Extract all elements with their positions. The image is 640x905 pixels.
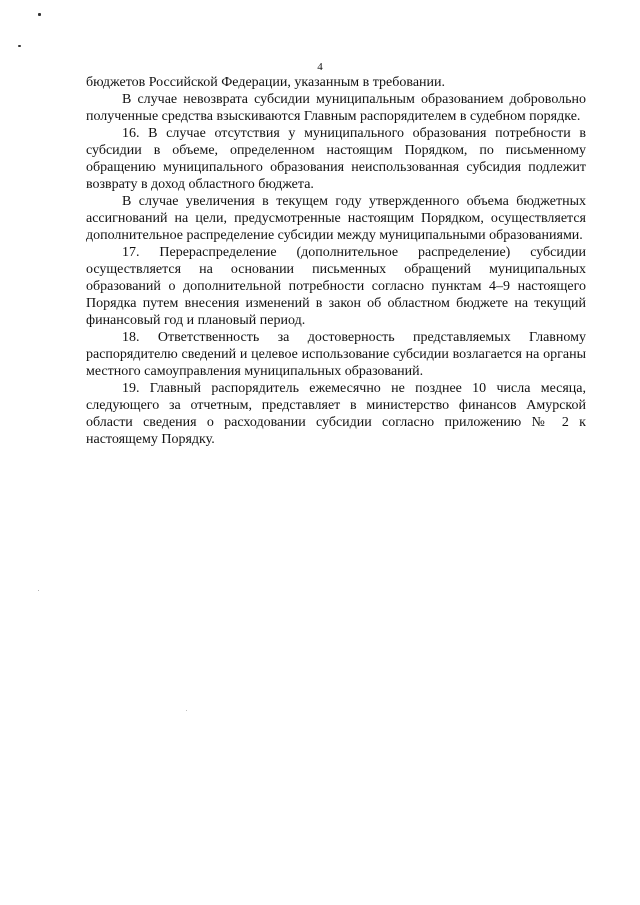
paragraph-18: 18. Ответственность за достоверность представляемых Главному распорядителю сведений и целевое использование субсидии возлагается на органы местного самоуправления муниципальных образований. [86,330,586,379]
paragraph-17: 17. Перераспределение (дополнительное распределение) субсидии осуществляется на основании письменных обращений муниципальных образований о дополнительной потребности согласно пунктам 4–9 настоящего Порядка путем внесения изменений в закон об областном бюджете на текущий финансовый год и плановый период. [86,245,586,328]
paragraph-16: 16. В случае отсутствия у муниципального образования потребности в субсидии в объеме, определенном настоящим Порядком, по письменному обращению муниципального образования неиспользованная субсидия подлежит возврату в доход областного бюджета. [86,126,586,192]
paragraph-non-return: В случае невозврата субсидии муниципальным образованием добровольно полученные средства взыскиваются Главным распорядителем в судебном порядке. [86,92,586,124]
document-body [86,74,586,448]
paragraph-continuation: бюджетов Российской Федерации, указанным в требовании. [86,75,446,90]
scan-speck [186,710,187,711]
scan-speck [38,590,39,591]
scan-speck [38,13,41,16]
page-number: 4 [317,61,323,73]
paragraph-19: 19. Главный распорядитель ежемесячно не позднее 10 числа месяца, следующего за отчетным, представляет в министерство финансов Амурской области сведения о расходовании субсидии согласно приложению № 2 к настоящему Порядку. [86,381,586,447]
paragraph-budget-increase: В случае увеличения в текущем году утвержденного объема бюджетных ассигнований на цели, предусмотренные настоящим Порядком, осуществляется дополнительное распределение субсидии между муниципальными образованиями. [86,194,586,243]
scan-speck [18,45,21,47]
